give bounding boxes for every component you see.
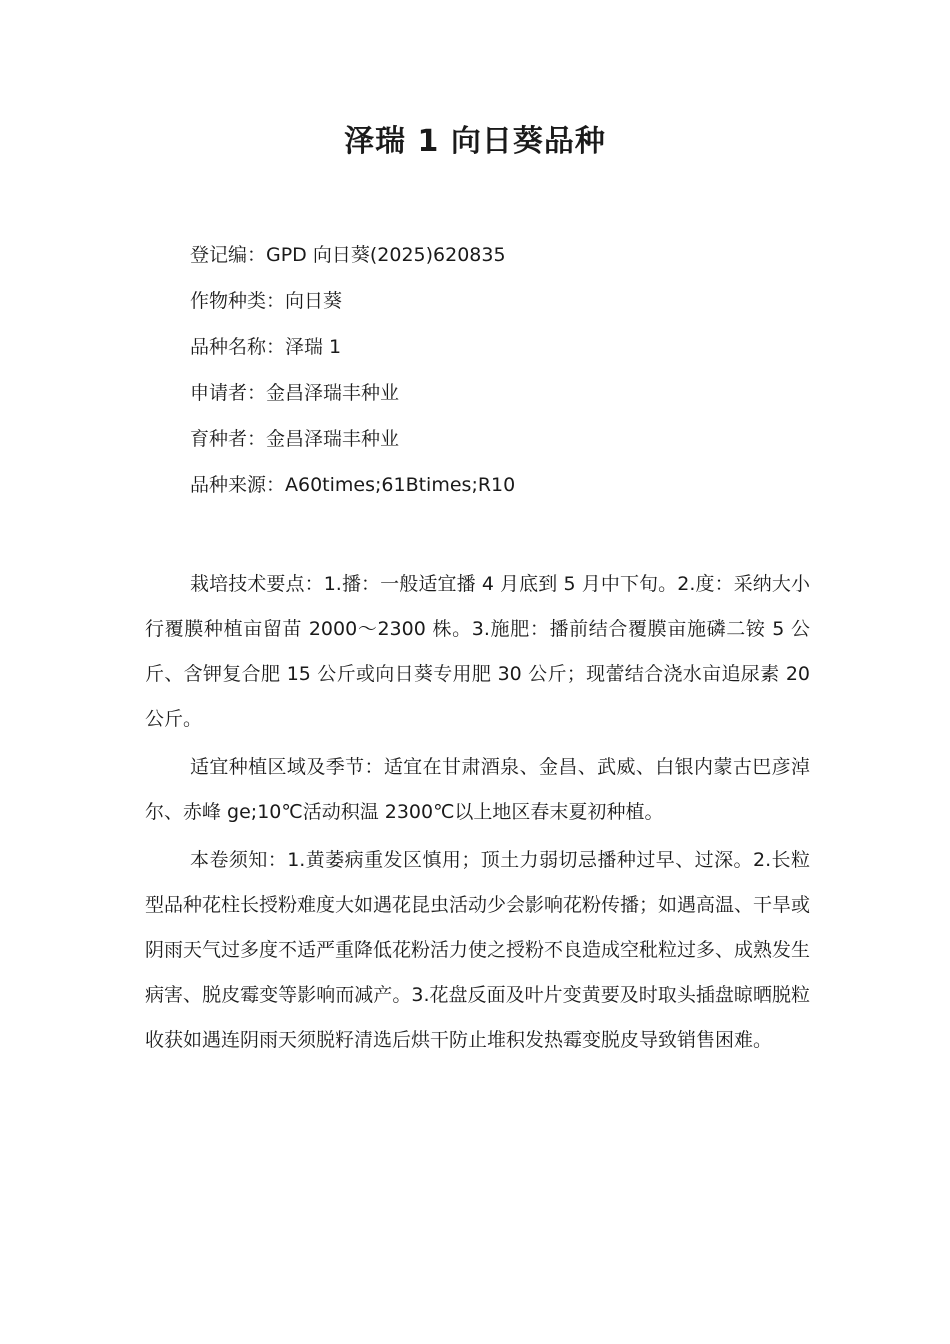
applicant: 申请者：金昌泽瑞丰种业	[190, 382, 400, 404]
notice-paragraph: 本卷须知：1.黄萎病重发区慎用；顶土力弱切忌播种过早、过深。2.长粒型品种花柱长授粉难度大如遇花昆虫活动少会影响花粉传播；如遇高温、干旱或阴雨天气过多度不适严重降低花粉活力使之授粉不良造成空秕粒过多、成熟发生病害、脱皮霉变等影响而减产。3.花盘反面及叶片变黄要及时取头插盘晾晒脱粒收获如遇连阴雨天须脱籽清选后烘干防止堆积发热霉变脱皮导致销售困难。	[145, 849, 811, 1051]
registration-number: 登记编：GPD 向日葵(2025)620835	[190, 244, 506, 266]
page-title: 泽瑞 1 向日葵品种	[344, 124, 606, 159]
metadata-block	[190, 232, 830, 508]
body-text	[145, 562, 810, 1066]
region-paragraph: 适宜种植区域及季节：适宜在甘肃酒泉、金昌、武威、白银内蒙古巴彦淖尔、赤峰 ge;10℃活动积温 2300℃以上地区春末夏初种植。	[145, 756, 810, 823]
variety-source: 品种来源：A60times;61Btimes;R10	[190, 474, 516, 496]
crop-type: 作物种类：向日葵	[190, 290, 343, 312]
breeder: 育种者：金昌泽瑞丰种业	[190, 428, 400, 450]
cultivation-paragraph: 栽培技术要点：1.播：一般适宜播 4 月底到 5 月中下旬。2.度：采纳大小行覆膜种植亩留苗 2000～2300 株。3.施肥：播前结合覆膜亩施磷二铵 5 公斤、含钾复合肥 15 公斤或向日葵专用肥 30 公斤；现蕾结合浇水亩追尿素 20 公斤。	[145, 573, 810, 730]
variety-name: 品种名称：泽瑞 1	[190, 336, 342, 358]
